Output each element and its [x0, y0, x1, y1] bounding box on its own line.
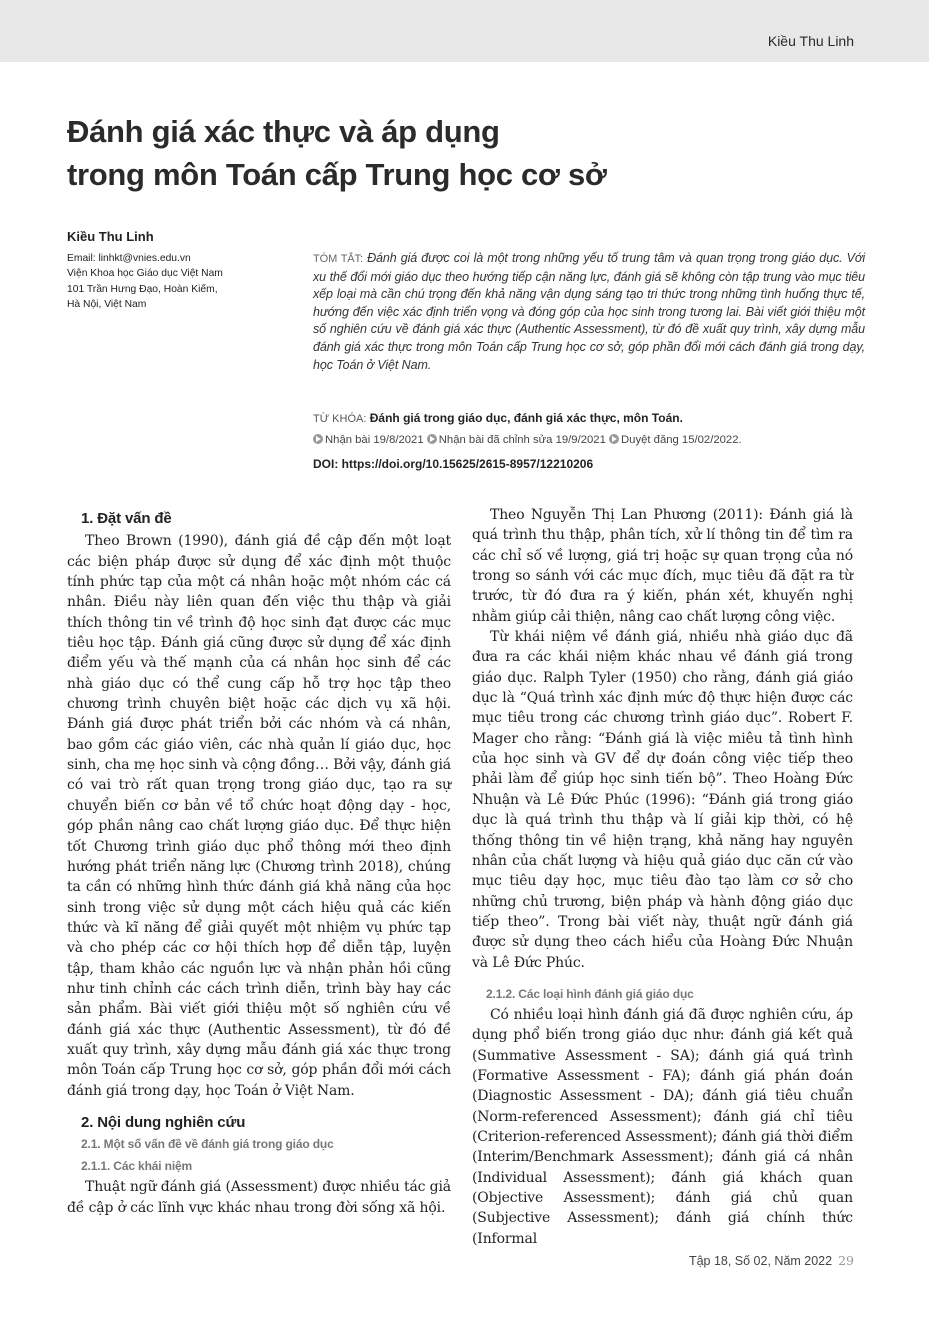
- page-number: 29: [838, 1253, 854, 1268]
- paragraph: Từ khái niệm về đánh giá, nhiều nhà giáo dục đã đưa ra các khái niệm khác nhau về đánh giá trong giáo dục. Ralph Tyler (1950) cho rằng, đánh giá giáo dục là “Quá trình xác định mức độ thực hiện được các mục tiêu trong các chương trình giáo dục”. Robert F. Mager cho rằng: “Đánh giá là việc miêu tả tình hình của học sinh và GV để dự đoán công việc tiếp theo phải làm để giúp học sinh tiến bộ”. Theo Hoàng Đức Nhuận và Lê Đức Phúc (1996): “Đánh giá trong giáo dục là quá trình thu thập và lí giải kịp thời, có hệ thống thông tin về hiện trạng, khả năng hay nguyên nhân của chất lượng và hiệu quả giáo dục căn cứ vào mục tiêu dạy học, mục tiêu đào tạo làm cơ sở cho những chủ trương, biện pháp và hành động giáo dục tiếp theo”. Trong bài viết này, thuật ngữ đánh giá được sử dụng theo cách hiểu của Hoàng Đức Nhuận và Lê Đức Phúc.: [472, 629, 853, 971]
- abstract-text: Đánh giá được coi là một trong những yếu tố trung tâm và quan trọng trong giáo dục. Với xu thế đổi mới giáo dục theo hướng tiếp cận năng lực, đánh giá sẽ không còn tập trung vào mục tiêu xếp loại mà cần chú trọng đến khả năng vận dụng sáng tạo tri thức trong những tình huống thực tế, hướng đến việc xác định triển vọng và đóng góp của học sinh trong tương lai. Bài viết giới thiệu một số nghiên cứu về đánh giá xác thực (Authentic Assessment), từ đó đề xuất quy trình, xây dựng mẫu đánh giá xác thực trong môn Toán cấp Trung học cơ sở, góp phần đổi mới cách đánh giá trong dạy, học Toán ở Việt Nam.: [313, 251, 866, 372]
- keywords-label: TỪ KHÓA:: [313, 413, 367, 425]
- date-accepted: Duyệt đăng 15/02/2022.: [621, 434, 742, 446]
- title-line-1: Đánh giá xác thực và áp dụng: [67, 114, 500, 149]
- article-title: [67, 110, 847, 196]
- keywords-text: Đánh giá trong giáo dục, đánh giá xác thực, môn Toán.: [369, 411, 683, 425]
- date-received: Nhận bài 19/8/2021: [325, 434, 424, 446]
- subsubsection-heading-2-1-2: 2.1.2. Các loại hình đánh giá giáo dục: [486, 986, 694, 1001]
- author-affiliation: [67, 251, 267, 313]
- body-column-right: [472, 505, 853, 1249]
- paragraph: Theo Nguyễn Thị Lan Phương (2011): Đánh giá là quá trình thu thập, phân tích, xử lí thông tin để tìm ra các chỉ số về lượng, giá trị hoặc sự quan trọng của nó trong so sánh với các mục đích, mục tiêu đã đặt ra từ trước, từ đó đưa ra ý kiến, phán xét, khuyến nghị nhằm giúp cải thiện, nâng cao chất lượng công việc.: [472, 507, 853, 625]
- journal-issue: Tập 18, Số 02, Năm 2022: [688, 1254, 833, 1268]
- submission-dates: [313, 434, 742, 446]
- subsubsection-heading-2-1-1: 2.1.1. Các khái niệm: [81, 1159, 193, 1174]
- date-revised: Nhận bài đã chỉnh sửa 19/9/2021: [438, 434, 606, 446]
- abstract-label: TÓM TẮT:: [313, 253, 363, 265]
- header-band: [0, 0, 929, 62]
- author-institution: Viện Khoa học Giáo dục Việt Nam: [67, 268, 223, 280]
- paragraph: Theo Brown (1990), đánh giá đề cập đến một loạt các biện pháp được sử dụng để xác định một thuộc tính phức tạp của một cá nhân hoặc một nhóm các cá nhân. Điều này liên quan đến việc thu thập và giải thích thông tin về trình độ học sinh đạt được các mục tiêu học tập. Đánh giá cũng được sử dụng để xác định điểm yếu và thế mạnh của cá nhân học sinh để các nhà giáo dục có thể cung cấp hỗ trợ học tập theo chương trình chuyên biệt hoặc các dịch vụ xã hội. Đánh giá được phát triển bởi các nhóm và cá nhân, bao gồm các giáo viên, các nhà quản lí giáo dục, học sinh, cha mẹ học sinh và cộng đồng… Bởi vậy, đánh giá có vai trò rất quan trọng trong giáo dục, tạo ra sự chuyển biến cơ bản về tổ chức hoạt động dạy - học, góp phần nâng cao chất lượng giáo dục. Để thực hiện tốt Chương trình giáo dục phổ thông mới theo định hướng phát triển năng lực (Chương trình 2018), chúng ta cần có những hình thức đánh giá khả năng của học sinh trong việc sử dụng một cách hiệu quả các kiến thức và kĩ năng để giải quyết một nhiệm vụ phức tạp và cho phép các cơ hội thích hợp để diễn tập, luyện tập, tham khảo các nguồn lực và nhận phản hồi cũng như tinh chỉnh các cách trình diễn, trình bày hay các sản phẩm. Bài viết giới thiệu một số nghiên cứu về đánh giá xác thực (Authentic Assessment), từ đó đề xuất quy trình, xây dựng mẫu đánh giá xác thực trong môn Toán cấp Trung học cơ sở, góp phần đổi mới cách đánh giá trong dạy, học Toán ở Việt Nam.: [67, 533, 451, 1099]
- keywords: [313, 411, 683, 425]
- abstract: [313, 250, 865, 374]
- author-name: Kiều Thu Linh: [67, 229, 154, 244]
- body-column-left: [67, 505, 451, 1218]
- section-heading-content: 2. Nội dung nghiên cứu: [81, 1113, 246, 1131]
- doi-link[interactable]: DOI: https://doi.org/10.15625/2615-8957/12210206: [313, 457, 594, 471]
- arrow-right-icon: [427, 434, 437, 444]
- section-heading-intro: 1. Đặt vấn đề: [81, 510, 172, 527]
- title-line-2: trong môn Toán cấp Trung học cơ sở: [67, 157, 607, 192]
- arrow-right-icon: [609, 434, 619, 444]
- page-footer: [689, 1253, 854, 1268]
- arrow-right-icon: [313, 434, 323, 444]
- paragraph: Thuật ngữ đánh giá (Assessment) được nhiều tác giả đề cập ở các lĩnh vực khác nhau trong đời sống xã hội.: [67, 1179, 451, 1216]
- author-email: Email: linhkt@vnies.edu.vn: [67, 253, 191, 264]
- author-address-line-2: Hà Nội, Việt Nam: [67, 299, 147, 311]
- running-header-author: Kiều Thu Linh: [767, 33, 854, 49]
- subsection-heading-2-1: 2.1. Một số vấn đề về đánh giá trong giáo dục: [81, 1137, 334, 1152]
- paragraph: Có nhiều loại hình đánh giá đã được nghiên cứu, áp dụng phổ biến trong giáo dục như: đánh giá kết quả (Summative Assessment - SA); đánh giá quá trình (Formative Assessment - FA); đánh giá phán đoán (Diagnostic Assessment - DA); đánh giá tiêu chuẩn (Norm-referenced Assessment); đánh giá chỉ tiêu (Criterion-referenced Assessment); đánh giá thời điểm (Interim/Benchmark Assessment); đánh giá cá nhân (Individual Assessment); đánh giá khách quan (Objective Assessment); đánh giá chủ quan (Subjective Assessment); đánh giá chính thức (Informal: [472, 1006, 853, 1247]
- author-address-line-1: 101 Trần Hưng Đạo, Hoàn Kiếm,: [67, 283, 218, 295]
